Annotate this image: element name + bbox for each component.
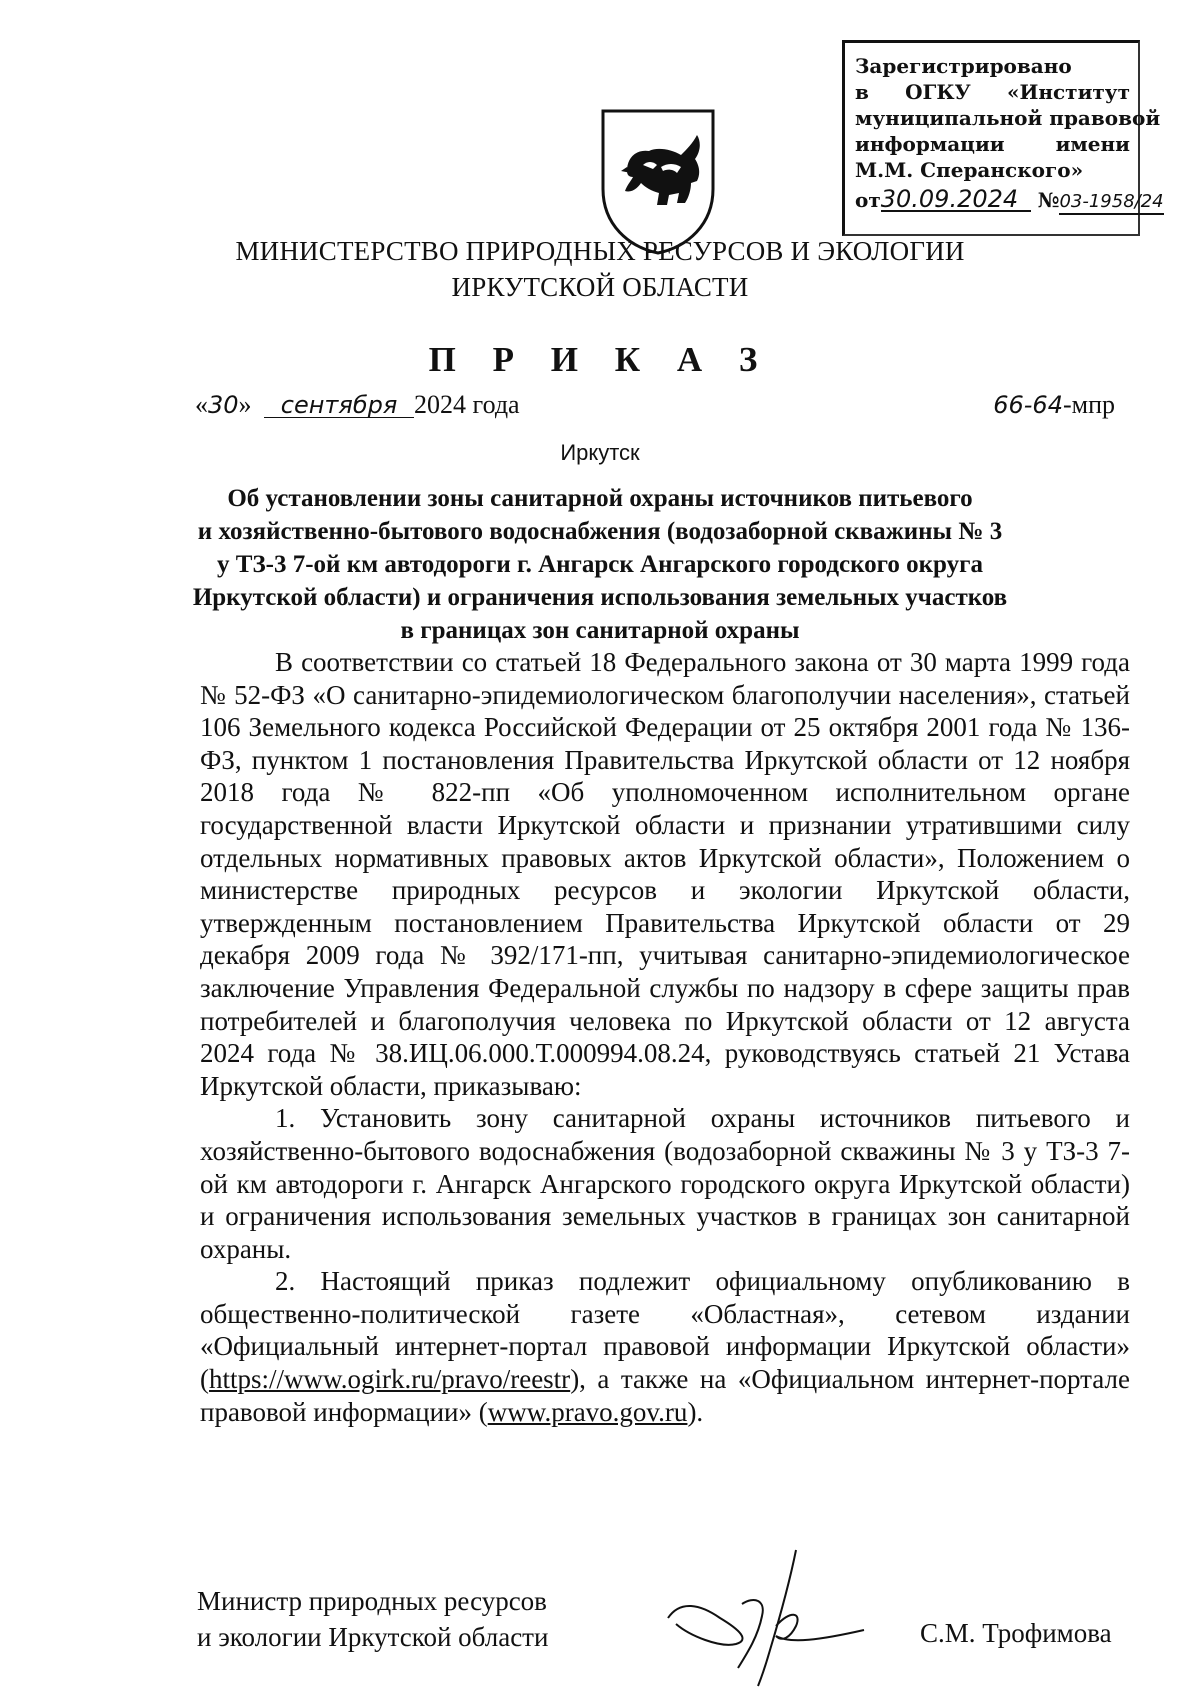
stamp-word: ОГКУ	[905, 80, 971, 104]
signer-name: С.М. Трофимова	[920, 1618, 1112, 1648]
stamp-word: имени	[1055, 132, 1130, 156]
date-quote-open: «	[195, 390, 208, 419]
signer-position-line: и экологии Иркутской области	[197, 1622, 549, 1652]
document-type: П Р И К А З	[428, 340, 772, 379]
stamp-line: Зарегистрировано	[855, 54, 1072, 78]
order-year: 2024 года	[414, 390, 520, 419]
pravo-gov-link[interactable]: www.pravo.gov.ru	[487, 1396, 688, 1427]
signer-position	[197, 1583, 548, 1655]
stamp-word: в	[855, 80, 869, 104]
title-line: и хозяйственно-бытового водоснабжения (водозаборной скважины № 3	[197, 518, 1003, 545]
preamble-paragraph: В соответствии со статьей 18 Федерального закона от 30 марта 1999 года № 52-ФЗ «О санитарно-эпидемиологическом благополучии населения», статьей 106 Земельного кодекса Российской Федерации от 25 октября 2001 года № 136-ФЗ, пунктом 1 постановления Правительства Иркутской области от 12 ноября 2018 года № 822-пп «Об уполномоченном исполнительном органе государственной власти Иркутской области и признании утратившими силу отдельных нормативных правовых актов Иркутской области», Положением о министерстве природных ресурсов и экологии Иркутской области, утвержденным постановлением Правительства Иркутской области от 29 декабря 2009 года № 392/171-пп, учитывая санитарно-эпидемиологическое заключение Управления Федеральной службы по надзору в сфере защиты прав потребителей и благополучия человека по Иркутской области от 12 августа 2024 года № 38.ИЦ.06.000.Т.000994.08.24, руководствуясь статьей 21 Устава Иркутской области, приказываю:	[200, 647, 1130, 1101]
date-quote-close: »	[238, 390, 252, 419]
item2-text: ).	[687, 1396, 704, 1427]
handwritten-signature	[650, 1540, 870, 1690]
signer-position-line: Министр природных ресурсов	[197, 1586, 547, 1616]
stamp-line: М.М. Сперанского»	[855, 158, 1084, 182]
stamp-line	[855, 79, 1130, 105]
stamp-registration-line	[855, 185, 1164, 215]
stamp-number-value: 03-1958/24	[1059, 191, 1163, 215]
stamp-line	[855, 131, 1130, 157]
stamp-date-value: 30.09.2024	[881, 188, 1031, 212]
coat-of-arms-icon	[597, 107, 719, 255]
order-date-line	[195, 390, 1115, 426]
title-line: Об установлении зоны санитарной охраны источников питьевого	[227, 485, 973, 512]
order-item-2	[200, 1265, 1130, 1428]
order-body	[200, 646, 1130, 1428]
stamp-word: «Институт	[1006, 80, 1130, 104]
title-line: Иркутской области) и ограничения использования земельных участков	[192, 584, 1008, 611]
registration-stamp	[842, 40, 1164, 236]
order-day: 30	[208, 391, 239, 419]
item2-text: ), а также на «Официальном интернет-портале правовой информации» (	[200, 1364, 1130, 1427]
stamp-word: информации	[855, 132, 1005, 156]
title-line: в границах зон санитарной охраны	[400, 617, 800, 644]
order-month: сентября	[264, 393, 414, 418]
ministry-name: МИНИСТЕРСТВО ПРИРОДНЫХ РЕСУРСОВ И ЭКОЛОГИИ	[235, 236, 965, 266]
stamp-date-prefix: от	[855, 188, 881, 212]
stamp-number-prefix: №	[1037, 188, 1060, 212]
order-number	[993, 390, 1115, 420]
order-number-suffix: -мпр	[1062, 390, 1115, 419]
item2-text: 2. Настоящий приказ подлежит официальному опубликованию в общественно-политической газете «Областная», сетевом издании «Официальный интернет-портал правовой информации Иркутской области» (	[200, 1266, 1130, 1395]
order-item-1: 1. Установить зону санитарной охраны источников питьевого и хозяйственно-бытового водоснабжения (водозаборной скважины № 3 у ТЗ-3 7-ой км автодороги г. Ангарск Ангарского городского округа Иркутской области) и ограничения использования земельных участков в границах зон санитарной охраны.	[200, 1103, 1130, 1264]
ogirk-link[interactable]: https://www.ogirk.ru/pravo/reestr	[209, 1364, 571, 1395]
title-line: у ТЗ-3 7-ой км автодороги г. Ангарск Ангарского городского округа	[217, 551, 983, 578]
order-city: Иркутск	[560, 440, 640, 465]
order-title	[180, 482, 1020, 647]
ministry-region: ИРКУТСКОЙ ОБЛАСТИ	[451, 272, 749, 302]
order-number-value: 66-64	[993, 391, 1063, 419]
stamp-line: муниципальной правовой	[855, 106, 1161, 130]
